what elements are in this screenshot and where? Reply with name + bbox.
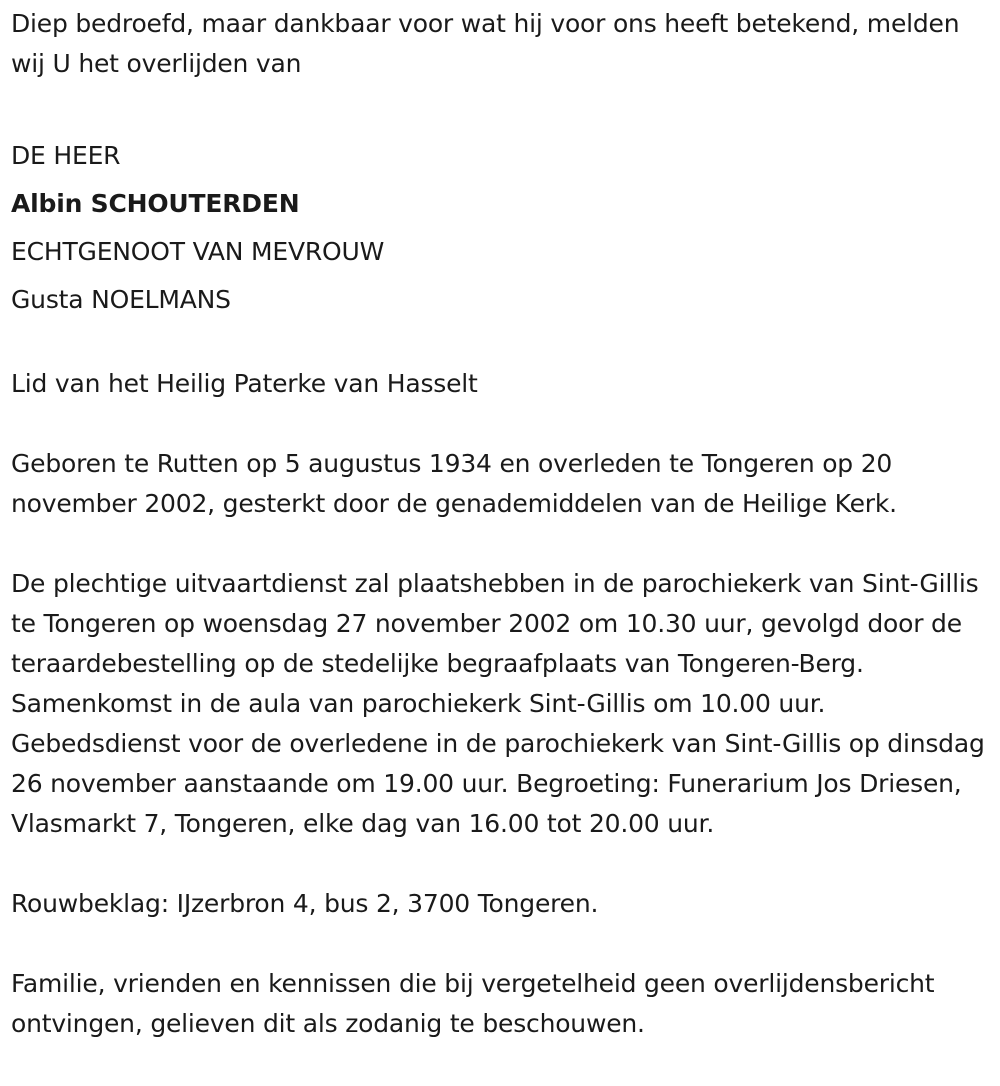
spouse-name: Gusta NOELMANS bbox=[11, 285, 231, 314]
spacer bbox=[11, 924, 986, 964]
funeral-paragraph: De plechtige uitvaartdienst zal plaatshebben in de parochiekerk van Sint-Gillis te Tongeren op woensdag 27 november 2002 om 10.30 uur, gevolgd door de teraardebestelling op de stedelijke begraafplaats van Tongeren-Berg. Samenkomst in de aula van parochiekerk Sint-Gillis om 10.00 uur. Gebedsdienst voor de overledene in de parochiekerk van Sint-Gillis op dinsdag 26 november aanstaande om 19.00 uur. Begroeting: Funerarium Jos Driesen, Vlasmarkt 7, Tongeren, elke dag van 16.00 tot 20.00 uur. bbox=[11, 569, 985, 838]
spouse-title: ECHTGENOOT VAN MEVROUW bbox=[11, 237, 385, 266]
intro-paragraph: Diep bedroefd, maar dankbaar voor wat hij voor ons heeft betekend, melden wij U het overlijden van bbox=[11, 9, 960, 78]
deceased-heading-block bbox=[11, 132, 986, 324]
spacer bbox=[11, 844, 986, 884]
deceased-name: Albin SCHOUTERDEN bbox=[11, 189, 300, 218]
obituary-document bbox=[11, 4, 986, 1044]
closing-paragraph: Familie, vrienden en kennissen die bij vergetelheid geen overlijdensbericht ontvingen, gelieven dit als zodanig te beschouwen. bbox=[11, 969, 935, 1038]
title-line: DE HEER bbox=[11, 141, 121, 170]
spacer bbox=[11, 404, 986, 444]
spacer bbox=[11, 324, 986, 364]
spacer bbox=[11, 84, 986, 124]
spacer bbox=[11, 524, 986, 564]
birth-death-paragraph: Geboren te Rutten op 5 augustus 1934 en overleden te Tongeren op 20 november 2002, gesterkt door de genademiddelen van de Heilige Kerk. bbox=[11, 449, 897, 518]
membership-line: Lid van het Heilig Paterke van Hasselt bbox=[11, 369, 478, 398]
condolences-line: Rouwbeklag: IJzerbron 4, bus 2, 3700 Tongeren. bbox=[11, 889, 599, 918]
